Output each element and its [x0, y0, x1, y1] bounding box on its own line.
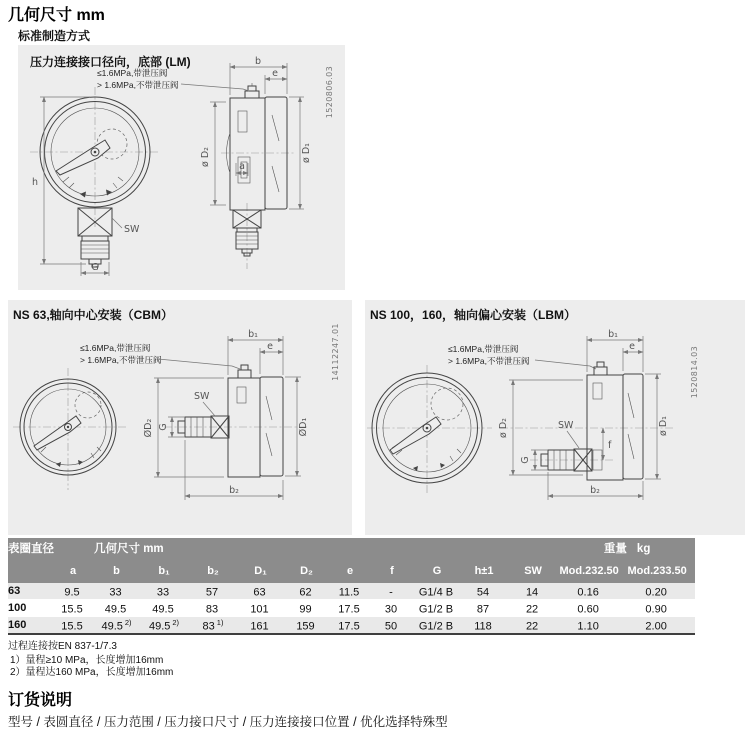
drawing-number-cbm: 14112247.01	[331, 323, 340, 381]
dim-label-d2: ØD₂	[143, 418, 154, 438]
relief-note-line1: ≤1.6MPa,带泄压阀	[448, 344, 519, 354]
drawing-box-cbm	[8, 300, 352, 535]
process-connection-note: 过程连接按EN 837-1/7.3	[8, 641, 117, 652]
drawing-title-lm: 压力连接接口径向，底部 (LM)	[30, 55, 191, 69]
dimensions-table-wrap	[8, 538, 695, 635]
dim-label-d2: ø D₂	[498, 418, 509, 438]
table-row-160: 160 15.5 49.5 $^{2)}$ 49.5 $^{2)}$ 83 $^{1)}$ 161 159 17.5 50 G1/2 B 118 22 1.10 2.00	[8, 617, 695, 635]
dim-label-g: G	[158, 423, 169, 431]
col-header-a: a	[52, 558, 94, 583]
gauge-side-view	[221, 83, 296, 269]
callout-sw	[558, 420, 579, 448]
dim-label-f: f	[608, 440, 612, 451]
dim-label-d1: ø D₁	[301, 143, 312, 163]
drawing-lm	[18, 45, 345, 290]
gauge-pointer	[56, 140, 110, 175]
relief-valve-note	[97, 68, 249, 91]
col-header-d2: D₂	[284, 558, 329, 583]
gauge-pointer	[390, 417, 441, 454]
col-header-b: b	[94, 558, 139, 583]
dimension-e	[623, 341, 643, 371]
table-row-63: 63 9.5 33 33 57 63 62 11.5 - G1/4 B 54 14 0.16 0.20	[8, 583, 695, 600]
relief-note-line2: > 1.6MPa,不带泄压阀	[80, 355, 162, 365]
max-stop-arrow	[106, 190, 112, 196]
dimension-b2	[548, 472, 643, 500]
col-header-d1: D₁	[237, 558, 284, 583]
table-column-header-row	[8, 558, 695, 583]
relief-note-line1: ≤1.6MPa,带泄压阀	[97, 68, 168, 78]
dimension-d2	[143, 378, 224, 477]
drawing-box-lbm	[365, 300, 745, 535]
row-label: 100	[8, 600, 52, 617]
dimension-d2	[200, 102, 226, 205]
drawing-number-lm: 1520806.03	[325, 65, 334, 119]
col-header-h: h±1	[461, 558, 507, 583]
dimension-b2	[185, 440, 283, 500]
weight-unit: kg	[636, 543, 651, 555]
dim-label-b2: b₂	[590, 485, 600, 496]
page-title: 几何尺寸 mm	[8, 7, 105, 24]
ordering-title: 订货说明	[8, 692, 73, 709]
relief-valve	[594, 362, 607, 375]
row-label: 160	[8, 617, 52, 635]
col-header-mod23350: Mod.233.50	[619, 558, 695, 583]
dimension-h	[32, 97, 90, 264]
footnote-2: 2）量程达160 MPa，长度增加16mm	[10, 667, 174, 678]
dim-label-b: b	[254, 56, 262, 67]
max-stop-arrow	[78, 460, 83, 465]
drawing-cbm	[8, 300, 352, 535]
relief-note-line2: > 1.6MPa,不带泄压阀	[448, 356, 530, 366]
dim-label-sw: SW	[558, 420, 574, 431]
weight-label: 重量	[603, 543, 627, 555]
callout-sw	[194, 391, 215, 416]
group-header-weight	[559, 538, 695, 558]
relief-valve-note	[448, 344, 596, 369]
dim-label-e: e	[267, 341, 273, 352]
dim-label-d1: ØD₁	[298, 417, 309, 437]
dim-label-a: a	[239, 161, 245, 172]
col-header-b2: b₂	[189, 558, 237, 583]
dim-label-sw: SW	[124, 224, 140, 235]
group-header-dims: 几何尺寸 mm	[94, 538, 559, 558]
section-subtitle: 标准制造方式	[18, 29, 91, 43]
gauge-front-view	[367, 365, 492, 495]
dim-label-d2: ø D₂	[200, 147, 211, 167]
table-row-100: 100 15.5 49.5 49.5 83 101 99 17.5 30 G1/2 B 87 22 0.60 0.90	[8, 600, 695, 617]
dim-label-e: e	[629, 341, 635, 352]
dim-label-g: G	[520, 456, 531, 464]
drawing-title-lbm: NS 100，160，轴向偏心安装（LBM）	[370, 308, 577, 322]
drawing-number-lbm: 1520814.03	[690, 345, 699, 399]
dimension-d1	[645, 374, 669, 479]
min-stop-arrow	[56, 462, 61, 467]
table-group-header-row	[8, 538, 695, 558]
col-header-e: e	[329, 558, 371, 583]
dimensions-table	[8, 538, 695, 635]
drawing-lbm	[365, 300, 745, 535]
drawing-box-lm	[18, 45, 345, 290]
col-header-mod23250: Mod.232.50	[559, 558, 619, 583]
dim-label-b1: b₁	[248, 329, 258, 340]
dim-label-sw: SW	[194, 391, 210, 402]
dim-label-d1: ø D₁	[658, 416, 669, 436]
col-header-f: f	[371, 558, 413, 583]
dimension-e	[265, 68, 287, 94]
gauge-front-view	[13, 368, 128, 490]
gauge-front-view	[30, 87, 160, 267]
footnote-1: 1）量程≥10 MPa，长度增加16mm	[10, 655, 164, 666]
dimension-d1	[285, 377, 309, 476]
max-stop-arrow	[440, 463, 445, 468]
row-label: 63	[8, 583, 52, 600]
group-header-diameter: 表圈直径	[8, 538, 94, 558]
relief-valve	[238, 365, 251, 378]
callout-sw	[112, 218, 140, 235]
gauge-side-view	[164, 365, 308, 477]
dimension-b	[230, 56, 287, 95]
ordering-description: 型号 / 表圆直径 / 压力范围 / 压力接口尺寸 / 压力连接接口位置 / 优化选择特殊型	[8, 715, 448, 729]
dim-label-e: e	[272, 68, 278, 79]
dim-label-g: G	[91, 262, 99, 273]
min-stop-arrow	[80, 192, 86, 198]
dim-label-b1: b₁	[608, 329, 618, 340]
relief-valve-note	[80, 343, 240, 369]
relief-note-line1: ≤1.6MPa,带泄压阀	[80, 343, 151, 353]
dimension-f	[603, 428, 612, 460]
relief-note-line2: > 1.6MPa,不带泄压阀	[97, 80, 179, 90]
drawing-title-cbm: NS 63,轴向中心安装（CBM）	[13, 308, 174, 322]
dim-label-b2: b₂	[229, 485, 239, 496]
gauge-pointer	[34, 416, 81, 450]
col-header-diameter	[8, 558, 52, 583]
dimension-e	[260, 341, 283, 374]
dim-label-h: h	[31, 177, 39, 188]
col-header-b1: b₁	[139, 558, 189, 583]
col-header-sw: SW	[507, 558, 559, 583]
col-header-g: G	[413, 558, 461, 583]
